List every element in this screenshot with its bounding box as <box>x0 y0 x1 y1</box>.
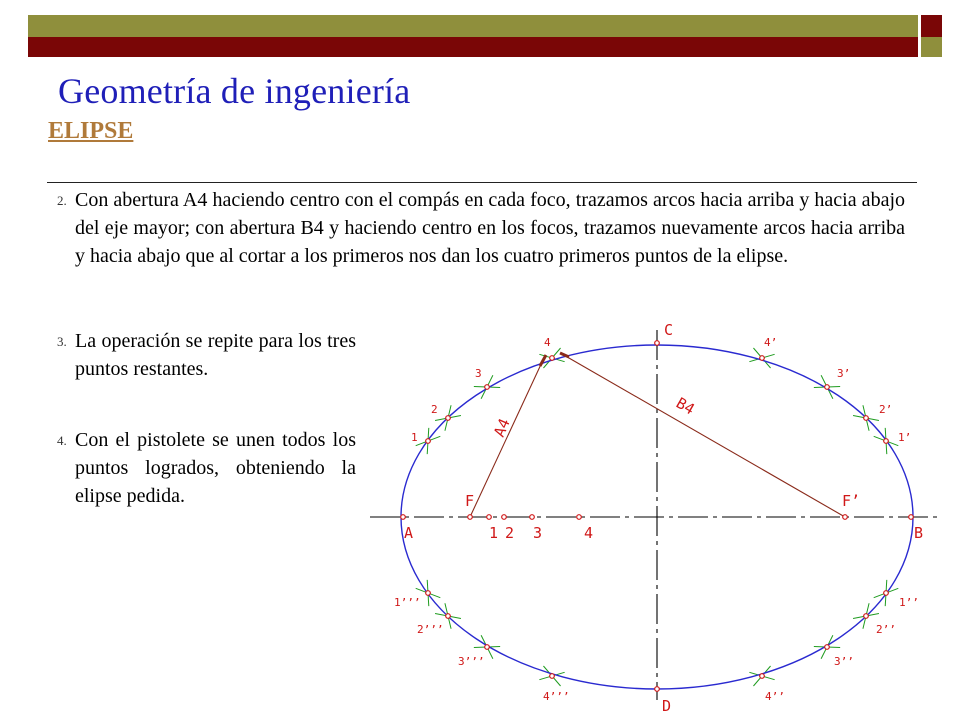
slide-subtitle: ELIPSE <box>48 118 134 144</box>
vertex-c <box>655 341 660 346</box>
label-f: F <box>465 492 475 510</box>
label-b: B <box>914 524 924 542</box>
label-d: D <box>662 697 672 715</box>
ellipse-point-tr3 <box>825 385 830 390</box>
slide-title: Geometría de ingeniería <box>58 71 411 111</box>
label-point-br4: 4’’ <box>765 690 785 703</box>
label-point-tr4: 4’ <box>764 336 778 349</box>
segment-b4 <box>562 354 845 517</box>
label-point-br2: 2’’ <box>876 623 896 636</box>
label-point-tl2: 2 <box>431 403 438 416</box>
label-c: C <box>664 321 674 339</box>
label-point-bl1: 1’’’ <box>394 596 421 609</box>
ellipse-point-bl3 <box>485 645 490 650</box>
ellipse-point-bl4 <box>550 674 555 679</box>
ellipse-point-tl4 <box>550 356 555 361</box>
focus-f <box>468 515 473 520</box>
step-text: La operación se repite para los tres puntos restantes. <box>75 330 356 380</box>
axis-point-4 <box>577 515 582 520</box>
ellipse-point-br3 <box>825 645 830 650</box>
ellipse-point-br4 <box>760 674 765 679</box>
ellipse-point-tr1 <box>884 439 889 444</box>
label-point-bl4: 4’’’ <box>543 690 570 703</box>
label-point-bl2: 2’’’ <box>417 623 444 636</box>
label-point-br1: 1’’ <box>899 596 919 609</box>
label-f-prime: F’ <box>842 492 861 510</box>
ellipse-point-tr4 <box>760 356 765 361</box>
focus-f-prime <box>843 515 848 520</box>
label-point-tr2: 2’ <box>879 403 893 416</box>
label-axis-4: 4 <box>584 524 594 542</box>
label-a: A <box>404 524 414 542</box>
label-axis-2: 2 <box>505 524 515 542</box>
step-text: Con abertura A4 haciendo centro con el compás en cada foco, trazamos arcos hacia arriba y hacia abajo del eje mayor; con abertura B4 y haciendo centro en los focos, trazamos nuevamente arcos hacia arriba y hacia abajo que al cortar a los primeros nos dan los cuatro primeros puntos de la elipse. <box>75 189 905 267</box>
ellipse-point-tr2 <box>864 416 869 421</box>
ellipse-point-tl3 <box>485 385 490 390</box>
compass-mark <box>540 355 546 366</box>
label-point-tl3: 3 <box>475 367 482 380</box>
ellipse-point-bl1 <box>426 591 431 596</box>
label-point-bl3: 3’’’ <box>458 655 485 668</box>
vertex-b <box>909 515 914 520</box>
label-point-tr1: 1’ <box>898 431 912 444</box>
ellipse-point-tl2 <box>446 416 451 421</box>
step-number: 3. <box>57 334 67 349</box>
axis-point-2 <box>502 515 507 520</box>
vertex-d <box>655 687 660 692</box>
ellipse-point-br1 <box>884 591 889 596</box>
axis-point-3 <box>530 515 535 520</box>
compass-mark <box>560 353 569 357</box>
label-axis-3: 3 <box>533 524 543 542</box>
label-point-tr3: 3’ <box>837 367 851 380</box>
label-point-br3: 3’’ <box>834 655 854 668</box>
point-labels <box>394 336 919 703</box>
vertex-a <box>401 515 406 520</box>
step-number: 2. <box>57 193 67 208</box>
step-text: Con el pistolete se unen todos los puntos logrados, obteniendo la elipse pedida. <box>75 429 356 507</box>
ellipse-point-br2 <box>864 614 869 619</box>
label-segment-a4: A4 <box>490 415 514 440</box>
label-point-tl1: 1 <box>411 431 418 444</box>
label-point-tl4: 4 <box>544 336 551 349</box>
step-number: 4. <box>57 433 67 448</box>
axis-point-1 <box>487 515 492 520</box>
label-segment-b4: B4 <box>673 393 698 419</box>
label-axis-1: 1 <box>489 524 499 542</box>
ellipse-point-bl2 <box>446 614 451 619</box>
ellipse-point-tl1 <box>426 439 431 444</box>
